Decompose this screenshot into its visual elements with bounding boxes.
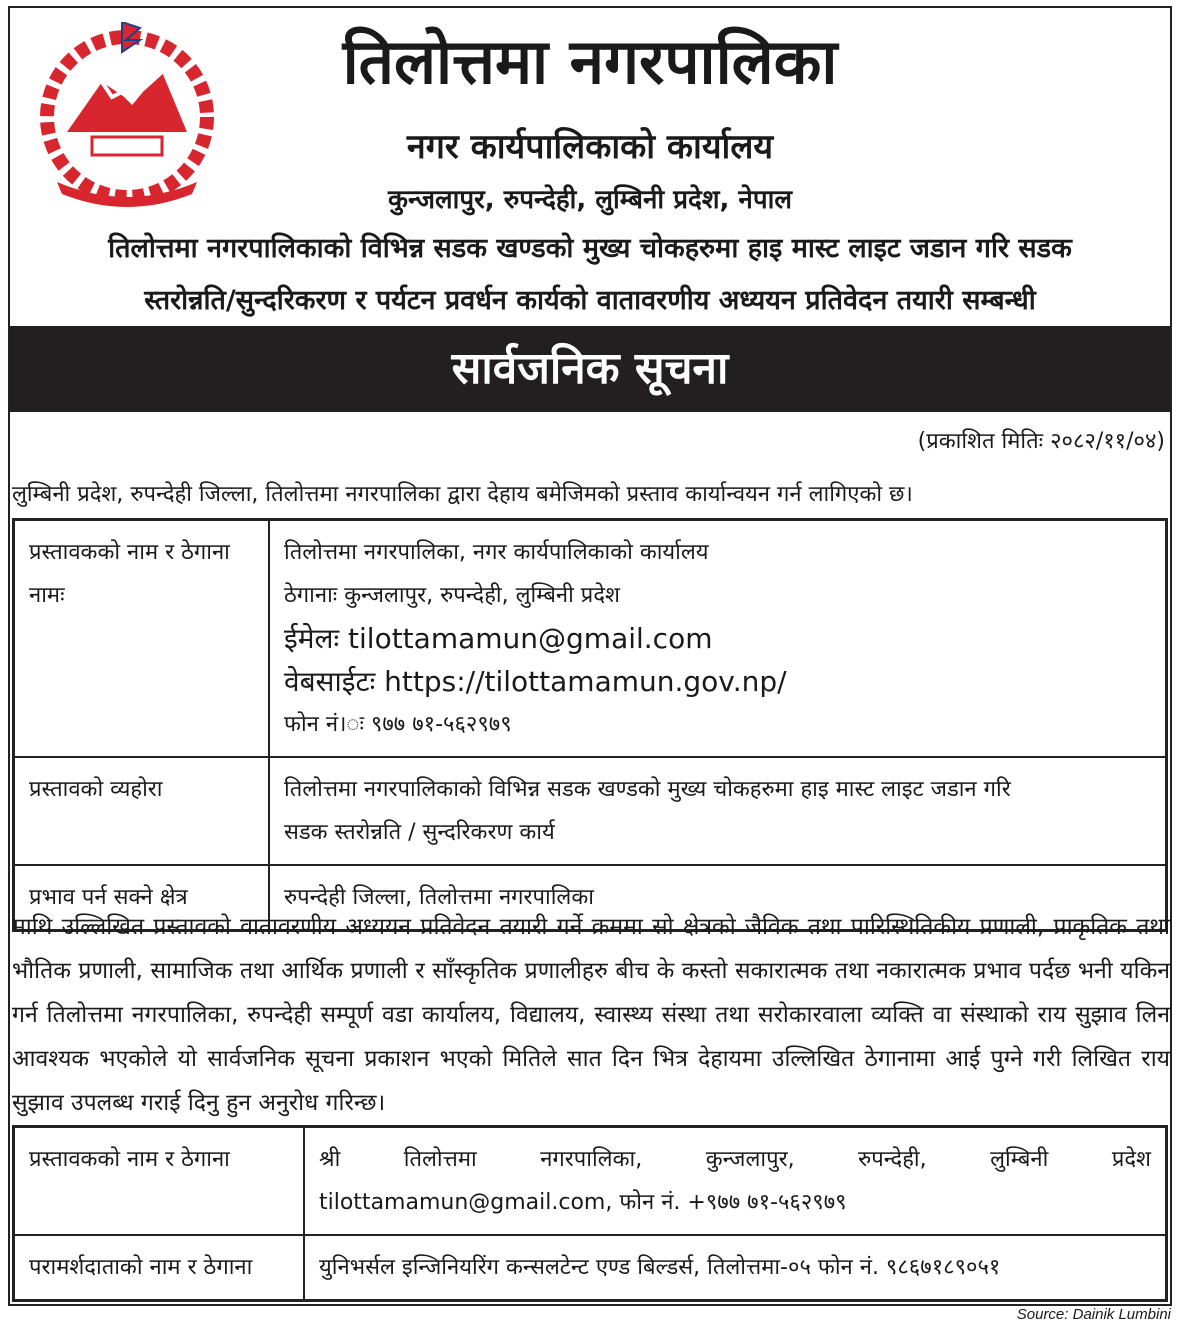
intro-text: लुम्बिनी प्रदेश, रुपन्देही जिल्ला, तिलोत्तमा नगरपालिका द्वारा देहाय बमेजिमको प्रस्ताव कार्यान्वयन गर्न लागिएको छ। [12, 482, 913, 507]
value-line: सडक स्तरोन्नति / सुन्दरिकरण कार्य [284, 820, 555, 845]
website-line: वेबसाईटः https://tilottamamun.gov.np/ [284, 665, 787, 698]
row-label: प्रस्तावकको नाम र ठेगाना नामः [14, 520, 270, 758]
phone-line: फोन नं।ः ९७७ ७१-५६२९७९ [284, 712, 512, 737]
proposal-table [12, 518, 1168, 932]
value-line: रुपन्देही जिल्ला, तिलोत्तमा नगरपालिका [284, 885, 594, 910]
row-label: परामर्शदाताको नाम र ठेगाना [14, 1235, 305, 1301]
row-label: प्रस्तावकको नाम र ठेगाना [14, 1127, 305, 1236]
table-row [14, 1235, 1167, 1301]
subject-line-1: तिलोत्तमा नगरपालिकाको विभिन्न सडक खण्डको मुख्य चोकहरुमा हाइ मास्ट लाइट जडान गरि सडक [108, 233, 1072, 264]
office-address: कुन्जलापुर, रुपन्देही, लुम्बिनी प्रदेश, नेपाल [388, 185, 792, 215]
office-name: नगर कार्यपालिकाको कार्यालय [406, 127, 774, 167]
value-line: tilottamamun@gmail.com, फोन नं. +९७७ ७१-५६२९७९ [319, 1190, 847, 1215]
value-line: ठेगानाः कुन्जलापुर, रुपन्देही, लुम्बिनी प्रदेश [284, 583, 620, 608]
value-line: युनिभर्सल इन्जिनियरिंग कन्सलटेन्ट एण्ड बिल्डर्स, तिलोत्तमा-०५ फोन नं. ९८६७१८९०५१ [319, 1255, 1001, 1280]
contact-table [12, 1125, 1168, 1302]
row-label: प्रभाव पर्न सक्ने क्षेत्र [14, 865, 270, 931]
row-value [269, 520, 1167, 758]
value-line: श्री तिलोत्तमा नगरपालिका, कुन्जलापुर, रुपन्देही, लुम्बिनी प्रदेश [319, 1147, 1151, 1172]
email-line: ईमेलः tilottamamun@gmail.com [284, 622, 713, 655]
value-line: तिलोत्तमा नगरपालिकाको विभिन्न सडक खण्डको मुख्य चोकहरुमा हाइ मास्ट लाइट जडान गरि [284, 777, 1011, 802]
table-row [14, 520, 1167, 758]
published-date: (प्रकाशित मितिः २०८२/११/०४) [917, 429, 1165, 454]
table-row [14, 757, 1167, 865]
subject-line-2: स्तरोन्नति/सुन्दरिकरण र पर्यटन प्रवर्धन कार्यको वातावरणीय अध्ययन प्रतिवेदन तयारी सम्बन्धी [144, 285, 1036, 316]
nepal-emblem-icon [22, 22, 232, 207]
row-label: प्रस्तावको व्यहोरा [14, 757, 270, 865]
row-value [269, 757, 1167, 865]
table-row [14, 1127, 1167, 1236]
municipality-title: तिलोत्तमा नगरपालिका [342, 25, 838, 98]
row-value [304, 1127, 1167, 1236]
body-paragraph: माथि उल्लिखित प्रस्तावको वातावरणीय अध्ययन प्रतिवेदन तयारी गर्ने क्रममा सो क्षेत्रको जैविक तथा पारिस्थितिकीय प्रणाली, प्राकृतिक तथा भौतिक प्रणाली, सामाजिक तथा आर्थिक प्रणाली र साँस्कृतिक प्रणालीहरु बीच के कस्तो सकारात्मक तथा नकारात्मक प्रभाव पर्दछ भनी यकिन गर्न तिलोत्तमा नगरपालिका, रुपन्देही सम्पूर्ण वडा कार्यालय, विद्यालय, स्वास्थ्य संस्था तथा सरोकारवाला व्यक्ति वा संस्थाको राय सुझाव लिन आवश्यक भएकोले यो सार्वजनिक सूचना प्रकाशन भएको मितिले सात दिन भित्र देहायमा उल्लिखित ठेगानामा आई पुग्ने गरी लिखित राय सुझाव उपलब्ध गराई दिनु हुन अनुरोध गरिन्छ। [12, 914, 1170, 1116]
source-credit: Source: Dainik Lumbini [1016, 1306, 1171, 1323]
notice-title: सार्वजनिक सूचना [10, 326, 1170, 412]
row-value [304, 1235, 1167, 1301]
value-line: तिलोत्तमा नगरपालिका, नगर कार्यपालिकाको कार्यालय [284, 540, 709, 565]
